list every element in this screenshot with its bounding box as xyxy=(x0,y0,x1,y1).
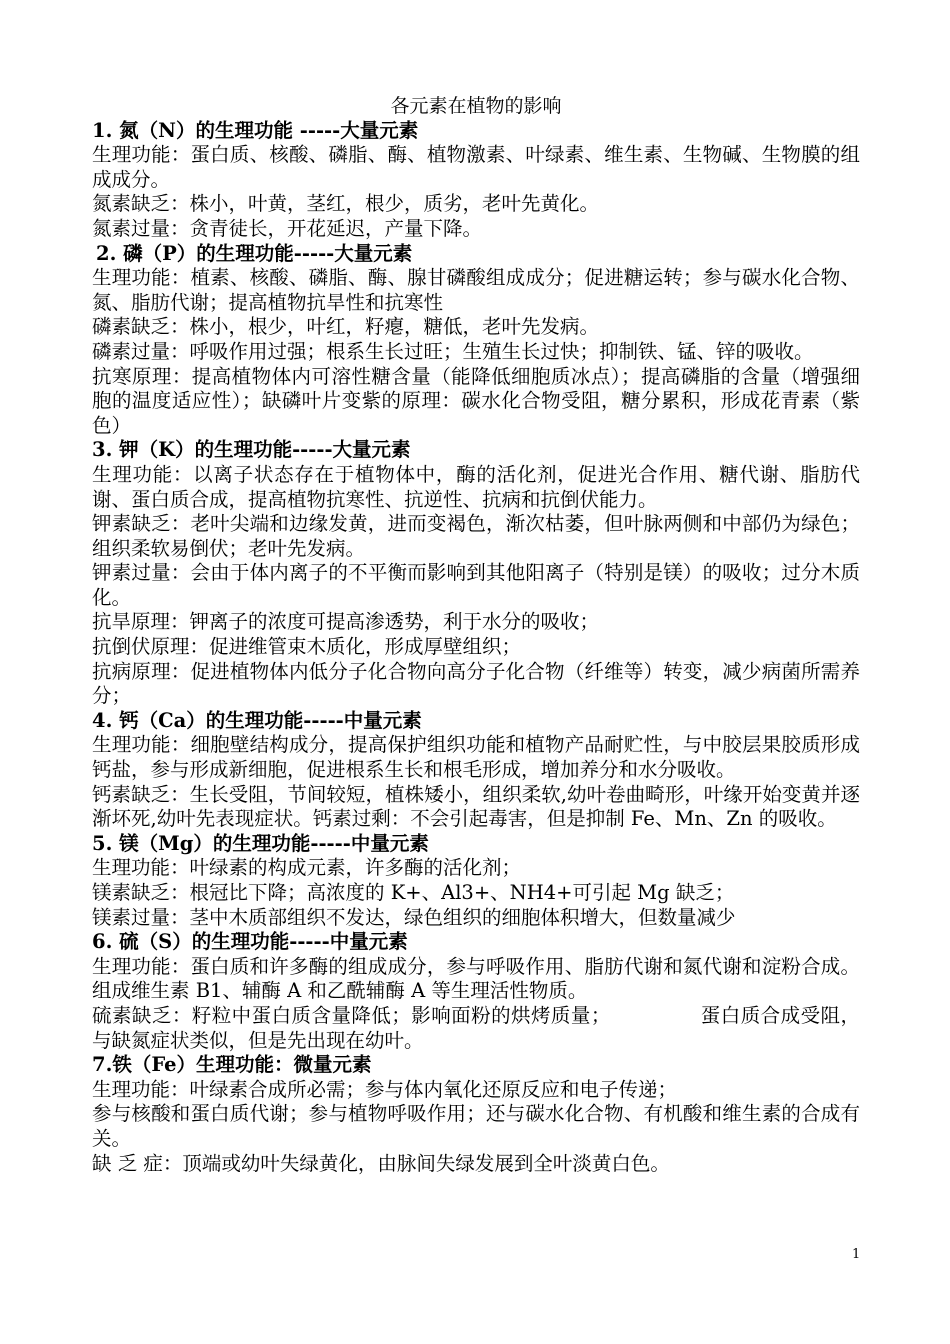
paragraph: 生理功能：蛋白质和许多酶的组成成分，参与呼吸作用、脂肪代谢和氮代谢和淀粉合成。组成维生素 B1、辅酶 A 和乙酰辅酶 A 等生理活性物质。 xyxy=(92,954,860,1003)
paragraph: 缺 乏 症：顶端或幼叶失绿黄化，由脉间失绿发展到全叶淡黄白色。 xyxy=(92,1151,670,1175)
paragraph: 生理功能：植素、核酸、磷脂、酶、腺甘磷酸组成成分；促进糖运转；参与碳水化合物、氮、脂肪代谢；提高植物抗旱性和抗寒性 xyxy=(92,266,860,314)
paragraph: 生理功能：叶绿素的构成元素，许多酶的活化剂； xyxy=(92,856,522,880)
paragraph: 磷素过量：呼吸作用过强；根系生长过旺；生殖生长过快；抑制铁、锰、锌的吸收。 xyxy=(92,339,814,363)
paragraph: 镁素缺乏：根冠比下降；高浓度的 K+、Al3+、NH4+可引起 Mg 缺乏； xyxy=(92,881,735,904)
section-heading-nitrogen: 1. 氮（N）的生理功能 -----大量元素 xyxy=(92,118,419,142)
paragraph: 钾素过量：会由于体内离子的不平衡而影响到其他阳离子（特别是镁）的吸收；过分木质化。 xyxy=(92,561,860,609)
paragraph: 生理功能：蛋白质、核酸、磷脂、酶、植物激素、叶绿素、维生素、生物碱、生物膜的组成成分。 xyxy=(92,143,860,191)
paragraph: 氮素缺乏：株小，叶黄，茎红，根少，质劣，老叶先黄化。 xyxy=(92,192,600,216)
paragraph: 抗旱原理：钾离子的浓度可提高渗透势，利于水分的吸收； xyxy=(92,610,600,634)
section-heading-iron: 7.铁（Fe）生理功能：微量元素 xyxy=(92,1053,372,1077)
section-heading-sulfur: 6. 硫（S）的生理功能-----中量元素 xyxy=(92,930,408,954)
paragraph: 生理功能：叶绿素合成所必需；参与体内氧化还原反应和电子传递； xyxy=(92,1077,678,1101)
paragraph: 参与核酸和蛋白质代谢；参与植物呼吸作用；还与碳水化合物、有机酸和维生素的合成有关。 xyxy=(92,1102,860,1150)
paragraph: 钾素缺乏：老叶尖端和边缘发黄，进而变褐色，渐次枯萎，但叶脉两侧和中部仍为绿色；组织柔软易倒伏；老叶先发病。 xyxy=(92,512,860,560)
paragraph: 硫素缺乏：籽粒中蛋白质含量降低；影响面粉的烘烤质量； 蛋白质合成受阻，与缺氮症状类似，但是先出现在幼叶。 xyxy=(92,1003,860,1052)
paragraph: 抗寒原理：提高植物体内可溶性糖含量（能降低细胞质冰点）；提高磷脂的含量（增强细胞的温度适应性）；缺磷叶片变紫的原理：碳水化合物受阻，糖分累积，形成花青素（紫色） xyxy=(92,364,860,437)
paragraph: 镁素过量：茎中木质部组织不发达，绿色组织的细胞体积增大，但数量减少 xyxy=(92,905,736,929)
section-heading-calcium: 4. 钙（Ca）的生理功能-----中量元素 xyxy=(92,708,422,732)
page-title: 各元素在植物的影响 xyxy=(390,95,562,117)
section-heading-potassium: 3. 钾（K）的生理功能-----大量元素 xyxy=(92,438,411,462)
paragraph: 磷素缺乏：株小，根少，叶红，籽瘪，糖低，老叶先发病。 xyxy=(92,315,600,339)
section-heading-magnesium: 5. 镁（Mg）的生理功能-----中量元素 xyxy=(92,831,429,855)
paragraph: 钙素缺乏：生长受阻，节间较短，植株矮小，组织柔软,幼叶卷曲畸形，叶缘开始变黄并逐渐坏死,幼叶先表现症状。钙素过剩：不会引起毒害，但是抑制 Fe、Mn、Zn 的吸收。 xyxy=(92,782,860,831)
paragraph: 生理功能：以离子状态存在于植物体中，酶的活化剂，促进光合作用、糖代谢、脂肪代谢、蛋白质合成，提高植物抗寒性、抗逆性、抗病和抗倒伏能力。 xyxy=(92,462,860,511)
page-number: 1 xyxy=(852,1247,861,1262)
paragraph: 氮素过量：贪青徒长，开花延迟，产量下降。 xyxy=(92,216,483,240)
section-heading-phosphorus: 2. 磷（P）的生理功能-----大量元素 xyxy=(96,241,413,265)
paragraph: 抗倒伏原理：促进维管束木质化，形成厚壁组织； xyxy=(92,635,522,659)
document-body xyxy=(92,94,860,1176)
paragraph: 生理功能：细胞壁结构成分，提高保护组织功能和植物产品耐贮性，与中胶层果胶质形成钙盐，参与形成新细胞，促进根系生长和根毛形成，增加养分和水分吸收。 xyxy=(92,733,860,782)
paragraph: 抗病原理：促进植物体内低分子化合物向高分子化合物（纤维等）转变，减少病菌所需养分； xyxy=(92,659,860,708)
